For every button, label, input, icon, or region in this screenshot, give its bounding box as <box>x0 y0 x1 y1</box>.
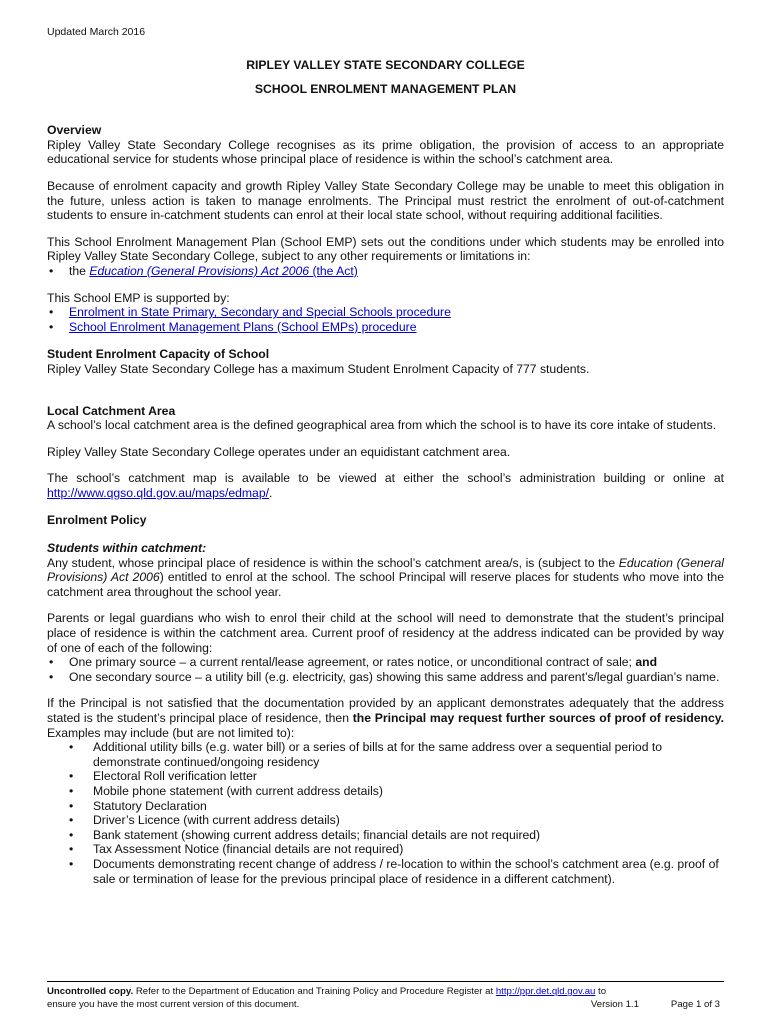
list-item: • Additional utility bills (e.g. water bill) or a series of bills at for the same address over a sequential period to demonstrate continued/ongoing residency <box>93 740 724 769</box>
catchment-map-end: . <box>268 485 273 500</box>
footer-line-2 <box>47 998 724 1011</box>
list-item: • Electoral Roll verification letter <box>93 769 724 784</box>
act-prefix: the <box>69 263 90 278</box>
list-item: • Documents demonstrating recent change of address / re-location to within the school’s catchment area (e.g. proof of sale or termination of lease for the previous principal place of residence in a different catchment). <box>93 857 724 886</box>
capacity-text: Ripley Valley State Secondary College has a maximum Student Enrolment Capacity of 777 students. <box>47 361 590 376</box>
list-item <box>47 305 724 320</box>
overview-paragraph-2: Because of enrolment capacity and growth Ripley Valley State Secondary College may be unable to meet this obligation in the future, unless action is taken to manage enrolments. The Principal must restrict the enrolment of out-of-catchment students to ensure in-catchment students can enrol at their local state school, without requiring additional facilities. <box>47 178 724 223</box>
list-item <box>47 320 724 335</box>
list-item <box>47 264 724 279</box>
catchment-map-link[interactable]: http://www.qgso.qld.gov.au/maps/edmap/ <box>47 485 269 500</box>
procedure-list <box>47 305 724 334</box>
supported-by: This School EMP is supported by: <box>47 290 230 305</box>
policy-paragraph-1 <box>47 556 724 600</box>
examples-list <box>47 740 724 886</box>
overview-paragraph-1: Ripley Valley State Secondary College recognises as its prime obligation, the provision of access to an appropriate educational service for students whose principal place of residence is within the school’s catchment area. <box>47 137 724 167</box>
list-item: • Statutory Declaration <box>93 799 724 814</box>
overview-heading: Overview <box>47 123 102 138</box>
version-label: Version 1.1 <box>590 999 639 1010</box>
policy-p1-b: ) entitled to enrol at the school. The school Principal will reserve places for students who move into the catchment area throughout the school year. <box>47 570 724 599</box>
policy-act-name: Education (General Provisions) Act 2006 <box>47 555 724 585</box>
policy-subheading: Students within catchment: <box>47 541 207 556</box>
footer-note: ensure you have the most current version of this document. <box>47 999 300 1010</box>
secondary-source: One secondary source – a utility bill (e.g. electricity, gas) showing this same address and parent’s/legal guardian’s name. <box>69 669 720 684</box>
policy-p3-bold: the Principal may request further sources of proof of residency. <box>352 711 724 725</box>
procedure-link[interactable]: School Enrolment Management Plans (School EMPs) procedure <box>69 319 417 334</box>
policy-p1-a: Any student, whose principal place of residence is within the school’s catchment area/s, is (subject to the <box>47 555 619 570</box>
act-suffix[interactable]: (the Act) <box>309 263 358 278</box>
ppr-link[interactable]: http://ppr.det.qld.gov.au <box>495 986 596 997</box>
overview-paragraph-3: This School Enrolment Management Plan (School EMP) sets out the conditions under which students may be enrolled into Ripley Valley State Secondary College, subject to any other requirements or limitations in: <box>47 234 724 264</box>
footer-text: Refer to the Department of Education and Training Policy and Procedure Register at <box>133 986 496 997</box>
list-item <box>47 655 724 670</box>
uncontrolled-copy: Uncontrolled copy. <box>47 986 134 997</box>
capacity-heading: Student Enrolment Capacity of School <box>47 347 270 362</box>
catchment-paragraph-2: Ripley Valley State Secondary College operates under an equidistant catchment area. <box>47 444 511 459</box>
plan-title: SCHOOL ENROLMENT MANAGEMENT PLAN <box>254 81 517 96</box>
list-item <box>47 670 724 685</box>
source-list <box>47 655 724 684</box>
page-number: Page 1 of 3 <box>670 999 720 1010</box>
primary-source: One primary source – a current rental/lease agreement, or rates notice, or unconditional contract of sale; <box>69 655 636 670</box>
footer-text-end: to <box>595 986 607 997</box>
policy-p3-b: Examples may include (but are not limited to): <box>47 725 295 740</box>
updated-date: Updated March 2016 <box>47 26 146 38</box>
catchment-heading: Local Catchment Area <box>47 403 176 418</box>
document-body <box>47 56 724 886</box>
act-link[interactable]: Education (General Provisions) Act 2006 <box>89 263 310 278</box>
policy-heading: Enrolment Policy <box>47 513 147 528</box>
catchment-paragraph-1: A school’s local catchment area is the defined geographical area from which the school is to have its core intake of students. <box>47 418 717 433</box>
act-list <box>47 264 724 279</box>
procedure-link[interactable]: Enrolment in State Primary, Secondary and Special Schools procedure <box>69 305 451 320</box>
list-item: • Bank statement (showing current address details; financial details are not required) <box>93 828 724 843</box>
and-text: and <box>635 655 658 670</box>
list-item: • Mobile phone statement (with current address details) <box>93 784 724 799</box>
policy-paragraph-2: Parents or legal guardians who wish to enrol their child at the school will need to demonstrate that the student’s principal place of residence is within the catchment area. Current proof of residency at the address indicated can be provided by way of one of each of the following: <box>47 611 724 655</box>
school-title: RIPLEY VALLEY STATE SECONDARY COLLEGE <box>246 58 525 72</box>
footer-meta <box>591 998 724 1011</box>
catchment-map-text: The school’s catchment map is available to be viewed at either the school’s administration building or online at <box>47 471 724 486</box>
page-footer <box>47 981 724 1011</box>
list-item: • Driver’s Licence (with current address details) <box>93 813 724 828</box>
policy-paragraph-3 <box>47 696 724 740</box>
list-item: • Tax Assessment Notice (financial details are not required) <box>93 842 724 857</box>
footer-line-1 <box>47 985 724 998</box>
catchment-paragraph-3 <box>47 471 724 500</box>
policy-p3-a: If the Principal is not satisfied that the documentation provided by an applicant demonstrates adequately that the address stated is the student’s principal place of residence, then <box>47 696 724 725</box>
